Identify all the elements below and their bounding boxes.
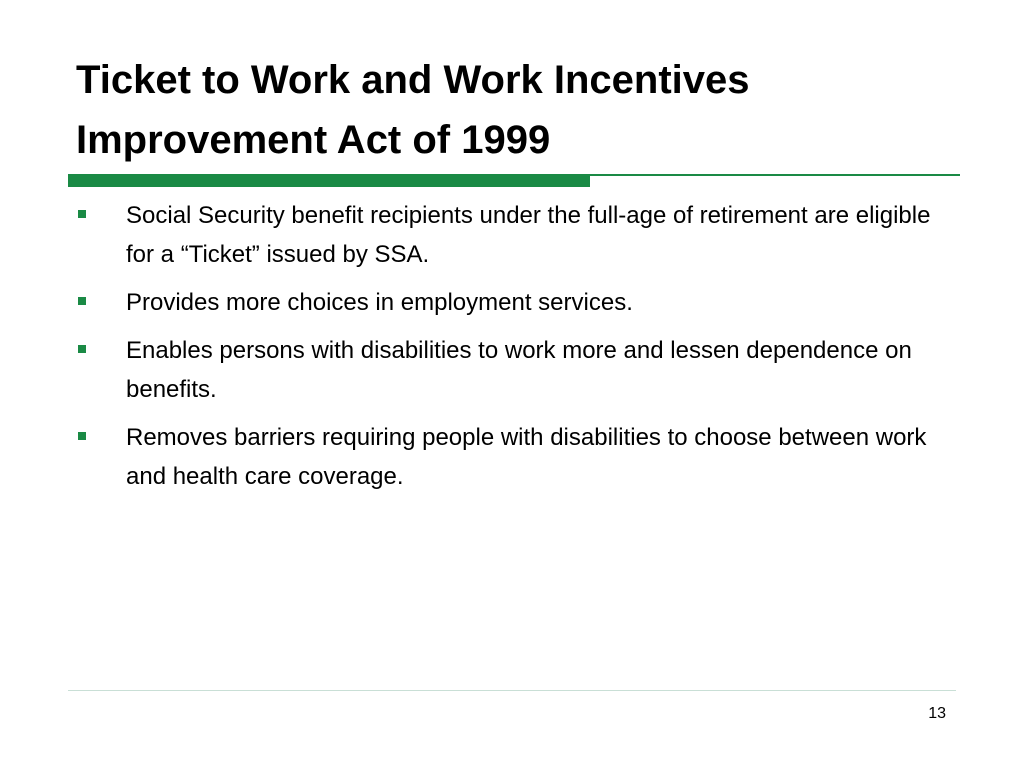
title-divider-accent (68, 175, 590, 187)
bullet-item (78, 331, 958, 409)
square-bullet-icon (78, 297, 86, 305)
square-bullet-icon (78, 345, 86, 353)
square-bullet-icon (78, 432, 86, 440)
bullet-text: Provides more choices in employment services. (126, 289, 633, 316)
bullet-item (78, 418, 958, 496)
slide-title (76, 50, 956, 170)
bullet-text: Enables persons with disabilities to work more and lessen dependence on benefits. (126, 337, 912, 403)
footer-divider (68, 690, 956, 691)
slide-title-line-1: Ticket to Work and Work Incentives (76, 58, 750, 102)
bullet-item (78, 196, 958, 274)
slide-title-line-2: Improvement Act of 1999 (76, 118, 551, 162)
page-number: 13 (928, 705, 946, 722)
bullet-text: Removes barriers requiring people with disabilities to choose between work and health care coverage. (126, 424, 927, 490)
bullet-item (78, 283, 958, 322)
bullet-list (78, 196, 958, 505)
square-bullet-icon (78, 210, 86, 218)
bullet-text: Social Security benefit recipients under the full-age of retirement are eligible for a “Ticket” issued by SSA. (126, 202, 931, 268)
